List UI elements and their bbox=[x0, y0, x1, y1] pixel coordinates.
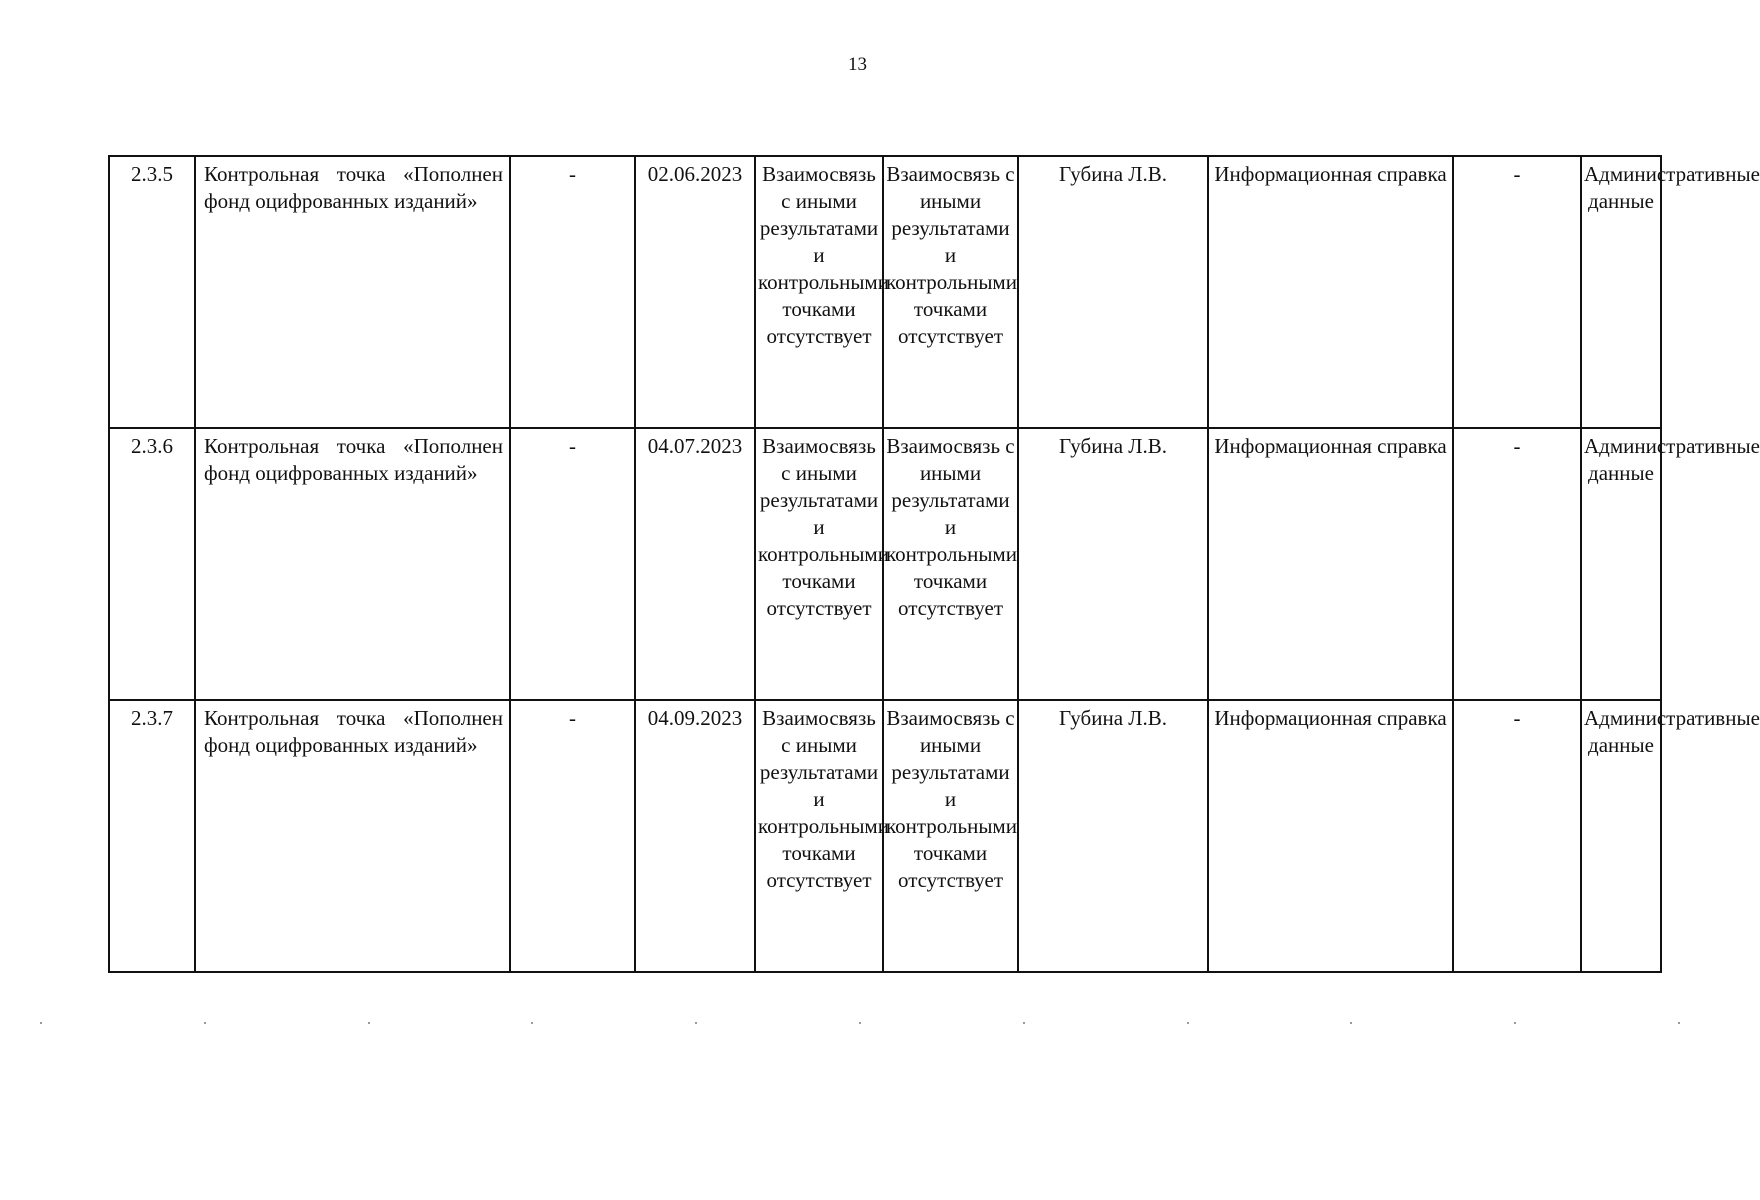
document-type: Информационная справка bbox=[1208, 156, 1453, 428]
table-row bbox=[109, 156, 1661, 428]
control-points-table bbox=[108, 155, 1760, 973]
row-number: 2.3.5 bbox=[109, 156, 195, 428]
empty-value: - bbox=[1453, 156, 1581, 428]
empty-value: - bbox=[510, 156, 635, 428]
link-previous: Взаимосвязь с иными результатами и контрольными точками отсутствует bbox=[755, 156, 883, 428]
due-date: 04.07.2023 bbox=[635, 428, 755, 700]
link-previous: Взаимосвязь с иными результатами и контрольными точками отсутствует bbox=[755, 428, 883, 700]
link-previous: Взаимосвязь с иными результатами и контрольными точками отсутствует bbox=[755, 700, 883, 972]
control-point-name: Контрольная точка «Пополнен фонд оцифрованных изданий» bbox=[195, 428, 510, 700]
link-next: Взаимосвязь с иными результатами и контрольными точками отсутствует bbox=[883, 428, 1018, 700]
responsible-person: Губина Л.В. bbox=[1018, 428, 1208, 700]
document-type: Информационная справка bbox=[1208, 700, 1453, 972]
table-row bbox=[109, 700, 1661, 972]
empty-value: - bbox=[510, 428, 635, 700]
control-point-name: Контрольная точка «Пополнен фонд оцифрованных изданий» bbox=[195, 700, 510, 972]
row-number: 2.3.6 bbox=[109, 428, 195, 700]
document-type: Информационная справка bbox=[1208, 428, 1453, 700]
link-next: Взаимосвязь с иными результатами и контрольными точками отсутствует bbox=[883, 700, 1018, 972]
page-number: 13 bbox=[848, 54, 867, 75]
due-date: 02.06.2023 bbox=[635, 156, 755, 428]
empty-value: - bbox=[1453, 428, 1581, 700]
link-next: Взаимосвязь с иными результатами и контрольными точками отсутствует bbox=[883, 156, 1018, 428]
control-point-name: Контрольная точка «Пополнен фонд оцифрованных изданий» bbox=[195, 156, 510, 428]
empty-value: - bbox=[510, 700, 635, 972]
row-number: 2.3.7 bbox=[109, 700, 195, 972]
data-source: Административные данные bbox=[1581, 156, 1661, 428]
data-source: Административные данные bbox=[1581, 700, 1661, 972]
table-row bbox=[109, 428, 1661, 700]
scan-artifact-dots bbox=[40, 1022, 1680, 1024]
empty-value: - bbox=[1453, 700, 1581, 972]
due-date: 04.09.2023 bbox=[635, 700, 755, 972]
data-source: Административные данные bbox=[1581, 428, 1661, 700]
responsible-person: Губина Л.В. bbox=[1018, 156, 1208, 428]
responsible-person: Губина Л.В. bbox=[1018, 700, 1208, 972]
